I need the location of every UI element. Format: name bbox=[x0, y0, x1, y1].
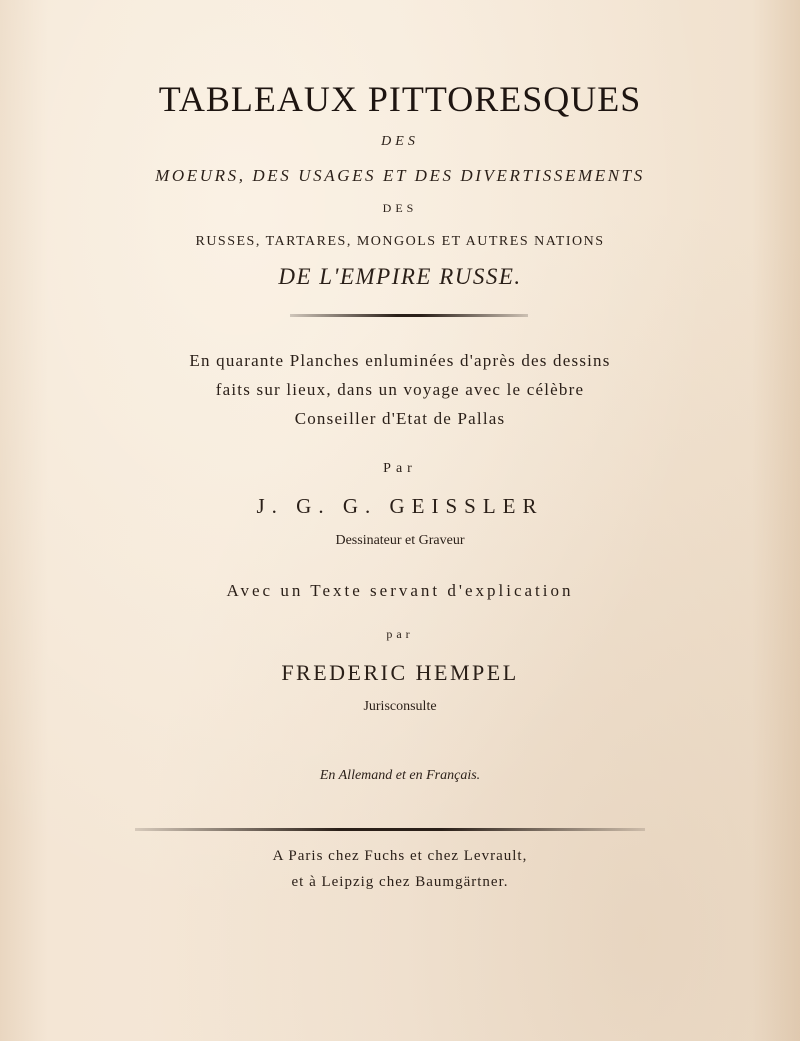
imprint-line-1: A Paris chez Fuchs et chez Levrault, bbox=[272, 848, 528, 864]
book-title: TABLEAUX PITTORESQUES bbox=[158, 79, 642, 119]
text-note: Avec un Texte servant d'explication bbox=[226, 581, 574, 600]
author-role: Jurisconsulte bbox=[363, 699, 437, 714]
peoples-line: RUSSES, TARTARES, MONGOLS ET AUTRES NATIONS bbox=[195, 234, 605, 249]
imprint-line-2: et à Leipzig chez Baumgärtner. bbox=[291, 874, 509, 890]
languages-line: En Allemand et en Français. bbox=[319, 768, 481, 783]
ornamental-rule-top bbox=[290, 314, 528, 317]
des-line-2: DES bbox=[382, 201, 418, 215]
illustrator-name: J. G. G. GEISSLER bbox=[256, 494, 544, 518]
author-name: FREDERIC HEMPEL bbox=[281, 660, 519, 685]
description-line-1: En quarante Planches enluminées d'après des dessins bbox=[189, 351, 611, 370]
subtitle: MOEURS, DES USAGES ET DES DIVERTISSEMENTS bbox=[155, 166, 645, 185]
by-line-2: par bbox=[386, 627, 414, 641]
by-line-1: Par bbox=[383, 461, 417, 476]
illustrator-role: Dessinateur et Graveur bbox=[335, 533, 465, 548]
des-line-1: DES bbox=[381, 134, 419, 149]
description-line-2: faits sur lieux, dans un voyage avec le célèbre bbox=[215, 380, 585, 399]
ornamental-rule-bottom bbox=[135, 828, 645, 831]
description-line-3: Conseiller d'Etat de Pallas bbox=[294, 409, 506, 428]
empire-line: DE L'EMPIRE RUSSE. bbox=[278, 264, 522, 289]
